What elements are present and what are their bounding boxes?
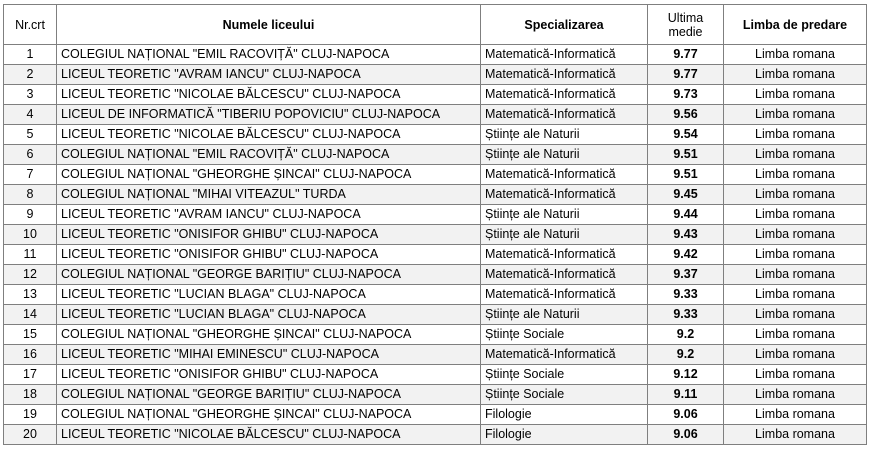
cell-school-name: LICEUL DE INFORMATICĂ "TIBERIU POPOVICIU" CLUJ-NAPOCA [57, 105, 481, 125]
table-row [4, 365, 867, 385]
cell-school-name: LICEUL TEORETIC "NICOLAE BĂLCESCU" CLUJ-NAPOCA [57, 85, 481, 105]
cell-specialization: Științe Sociale [481, 365, 648, 385]
table-row [4, 145, 867, 165]
cell-language: Limba romana [724, 165, 867, 185]
cell-score: 9.77 [648, 45, 724, 65]
cell-school-name: COLEGIUL NAȚIONAL "GHEORGHE ȘINCAI" CLUJ-NAPOCA [57, 325, 481, 345]
cell-language: Limba romana [724, 405, 867, 425]
cell-school-name: LICEUL TEORETIC "NICOLAE BĂLCESCU" CLUJ-NAPOCA [57, 125, 481, 145]
header-name: Numele liceului [57, 5, 481, 45]
cell-score: 9.45 [648, 185, 724, 205]
cell-specialization: Filologie [481, 405, 648, 425]
cell-school-name: LICEUL TEORETIC "ONISIFOR GHIBU" CLUJ-NAPOCA [57, 245, 481, 265]
header-lang: Limba de predare [724, 5, 867, 45]
cell-score: 9.56 [648, 105, 724, 125]
cell-nr: 19 [4, 405, 57, 425]
cell-specialization: Matematică-Informatică [481, 285, 648, 305]
cell-school-name: COLEGIUL NAȚIONAL "GHEORGHE ȘINCAI" CLUJ-NAPOCA [57, 165, 481, 185]
cell-language: Limba romana [724, 185, 867, 205]
cell-nr: 14 [4, 305, 57, 325]
cell-score: 9.37 [648, 265, 724, 285]
cell-school-name: LICEUL TEORETIC "LUCIAN BLAGA" CLUJ-NAPOCA [57, 285, 481, 305]
cell-specialization: Filologie [481, 425, 648, 445]
cell-specialization: Matematică-Informatică [481, 85, 648, 105]
cell-specialization: Științe Sociale [481, 385, 648, 405]
cell-score: 9.51 [648, 145, 724, 165]
cell-nr: 9 [4, 205, 57, 225]
cell-language: Limba romana [724, 305, 867, 325]
cell-nr: 20 [4, 425, 57, 445]
cell-score: 9.06 [648, 405, 724, 425]
cell-school-name: LICEUL TEORETIC "ONISIFOR GHIBU" CLUJ-NAPOCA [57, 365, 481, 385]
cell-specialization: Matematică-Informatică [481, 245, 648, 265]
cell-specialization: Matematică-Informatică [481, 165, 648, 185]
table-row [4, 205, 867, 225]
cell-language: Limba romana [724, 325, 867, 345]
cell-language: Limba romana [724, 245, 867, 265]
cell-language: Limba romana [724, 225, 867, 245]
cell-score: 9.33 [648, 305, 724, 325]
table-row [4, 325, 867, 345]
cell-score: 9.2 [648, 345, 724, 365]
cell-specialization: Științe Sociale [481, 325, 648, 345]
cell-school-name: LICEUL TEORETIC "AVRAM IANCU" CLUJ-NAPOCA [57, 205, 481, 225]
cell-school-name: COLEGIUL NAȚIONAL "GHEORGHE ȘINCAI" CLUJ-NAPOCA [57, 405, 481, 425]
table-row [4, 305, 867, 325]
cell-specialization: Științe ale Naturii [481, 125, 648, 145]
cell-nr: 5 [4, 125, 57, 145]
cell-score: 9.11 [648, 385, 724, 405]
cell-score: 9.06 [648, 425, 724, 445]
cell-language: Limba romana [724, 145, 867, 165]
header-spec: Specializarea [481, 5, 648, 45]
cell-nr: 8 [4, 185, 57, 205]
cell-score: 9.54 [648, 125, 724, 145]
table-row [4, 285, 867, 305]
cell-school-name: LICEUL TEORETIC "NICOLAE BĂLCESCU" CLUJ-NAPOCA [57, 425, 481, 445]
cell-nr: 7 [4, 165, 57, 185]
cell-language: Limba romana [724, 265, 867, 285]
table-row [4, 245, 867, 265]
cell-specialization: Matematică-Informatică [481, 65, 648, 85]
cell-language: Limba romana [724, 65, 867, 85]
table-row [4, 265, 867, 285]
cell-score: 9.73 [648, 85, 724, 105]
cell-specialization: Matematică-Informatică [481, 265, 648, 285]
schools-table [3, 4, 867, 445]
cell-language: Limba romana [724, 125, 867, 145]
cell-language: Limba romana [724, 385, 867, 405]
table-row [4, 385, 867, 405]
cell-specialization: Științe ale Naturii [481, 145, 648, 165]
cell-nr: 16 [4, 345, 57, 365]
cell-language: Limba romana [724, 205, 867, 225]
table-row [4, 225, 867, 245]
table-row [4, 345, 867, 365]
cell-school-name: LICEUL TEORETIC "ONISIFOR GHIBU" CLUJ-NAPOCA [57, 225, 481, 245]
header-score [648, 5, 724, 45]
cell-school-name: COLEGIUL NAȚIONAL "GEORGE BARIȚIU" CLUJ-NAPOCA [57, 265, 481, 285]
cell-specialization: Matematică-Informatică [481, 105, 648, 125]
cell-school-name: COLEGIUL NAȚIONAL "EMIL RACOVIȚĂ" CLUJ-NAPOCA [57, 45, 481, 65]
table-body [4, 45, 867, 445]
cell-language: Limba romana [724, 85, 867, 105]
table-row [4, 125, 867, 145]
cell-language: Limba romana [724, 365, 867, 385]
cell-specialization: Matematică-Informatică [481, 345, 648, 365]
cell-score: 9.33 [648, 285, 724, 305]
cell-nr: 1 [4, 45, 57, 65]
cell-specialization: Științe ale Naturii [481, 305, 648, 325]
cell-nr: 11 [4, 245, 57, 265]
table-row [4, 65, 867, 85]
table-row [4, 45, 867, 65]
cell-school-name: COLEGIUL NAȚIONAL "GEORGE BARIȚIU" CLUJ-NAPOCA [57, 385, 481, 405]
table-row [4, 105, 867, 125]
cell-nr: 4 [4, 105, 57, 125]
cell-score: 9.12 [648, 365, 724, 385]
cell-language: Limba romana [724, 285, 867, 305]
cell-language: Limba romana [724, 345, 867, 365]
cell-language: Limba romana [724, 45, 867, 65]
cell-score: 9.77 [648, 65, 724, 85]
cell-school-name: LICEUL TEORETIC "AVRAM IANCU" CLUJ-NAPOCA [57, 65, 481, 85]
cell-nr: 18 [4, 385, 57, 405]
cell-score: 9.51 [648, 165, 724, 185]
cell-nr: 2 [4, 65, 57, 85]
cell-specialization: Științe ale Naturii [481, 225, 648, 245]
cell-school-name: LICEUL TEORETIC "LUCIAN BLAGA" CLUJ-NAPOCA [57, 305, 481, 325]
cell-nr: 3 [4, 85, 57, 105]
cell-language: Limba romana [724, 425, 867, 445]
table-row [4, 425, 867, 445]
cell-school-name: COLEGIUL NAȚIONAL "EMIL RACOVIȚĂ" CLUJ-NAPOCA [57, 145, 481, 165]
cell-score: 9.43 [648, 225, 724, 245]
header-row [4, 5, 867, 45]
cell-specialization: Matematică-Informatică [481, 185, 648, 205]
cell-nr: 6 [4, 145, 57, 165]
table-row [4, 85, 867, 105]
header-score-line1: Ultima [667, 10, 704, 25]
cell-nr: 10 [4, 225, 57, 245]
cell-nr: 12 [4, 265, 57, 285]
header-nr: Nr.crt [4, 5, 57, 45]
cell-school-name: COLEGIUL NAȚIONAL "MIHAI VITEAZUL" TURDA [57, 185, 481, 205]
cell-school-name: LICEUL TEORETIC "MIHAI EMINESCU" CLUJ-NAPOCA [57, 345, 481, 365]
cell-nr: 13 [4, 285, 57, 305]
cell-nr: 17 [4, 365, 57, 385]
header-score-line2: medie [668, 24, 703, 39]
cell-language: Limba romana [724, 105, 867, 125]
cell-score: 9.42 [648, 245, 724, 265]
table-row [4, 405, 867, 425]
cell-nr: 15 [4, 325, 57, 345]
table-row [4, 165, 867, 185]
cell-specialization: Științe ale Naturii [481, 205, 648, 225]
cell-score: 9.2 [648, 325, 724, 345]
cell-score: 9.44 [648, 205, 724, 225]
table-row [4, 185, 867, 205]
cell-specialization: Matematică-Informatică [481, 45, 648, 65]
